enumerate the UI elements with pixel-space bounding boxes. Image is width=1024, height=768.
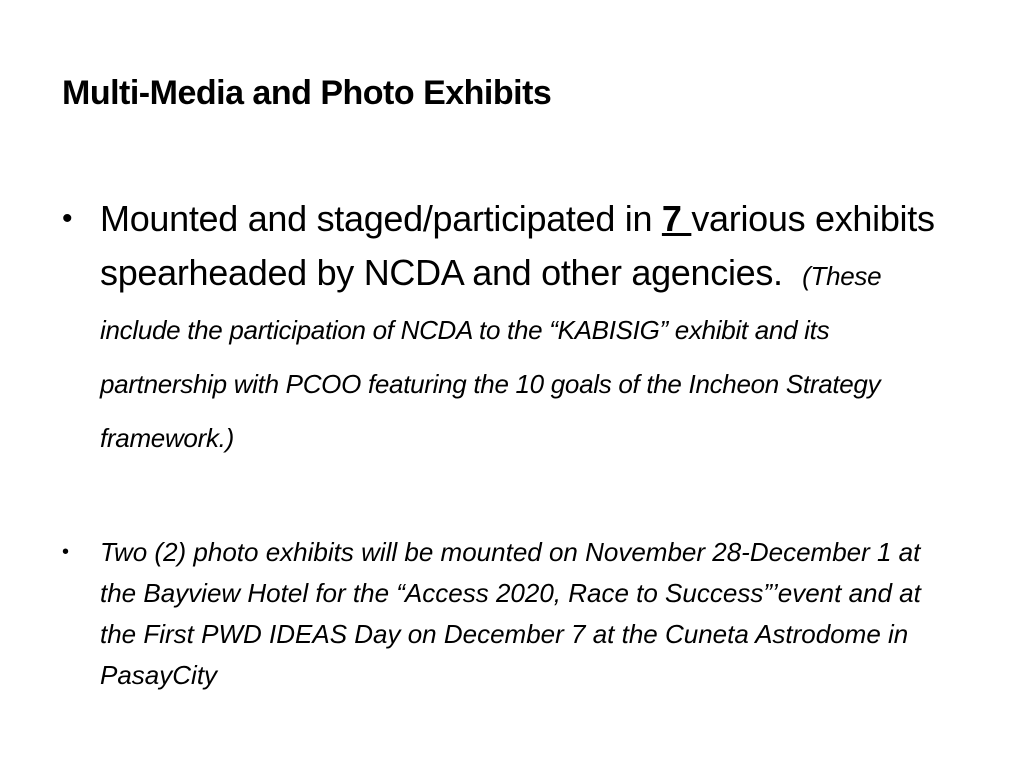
bullet-item-exhibits — [62, 192, 962, 462]
exhibit-count: 7 — [661, 198, 692, 239]
bullet-item-photo-exhibits — [62, 532, 962, 696]
bullet-text-before: Mounted and staged/participated in — [100, 198, 662, 239]
bullet-note: (These include the participation of NCDA to the “KABISIG” exhibit and its partnership with PCOO featuring the 10 goals of the Incheon Strategy framework.) — [100, 261, 882, 453]
bullet-text-after: various exhibits spearheaded by NCDA and other agencies. — [100, 198, 935, 293]
bullet-dot-icon: • — [62, 202, 73, 235]
bullet-list — [62, 192, 962, 696]
bullet-text: Two (2) photo exhibits will be mounted on November 28-December 1 at the Bayview Hotel for the “Access 2020, Race to Success”’event and at the First PWD IDEAS Day on December 7 at the Cuneta Astrodome in PasayCity — [100, 537, 921, 690]
bullet-dot-icon: • — [62, 541, 70, 563]
slide-title: Multi-Media and Photo Exhibits — [62, 74, 552, 112]
